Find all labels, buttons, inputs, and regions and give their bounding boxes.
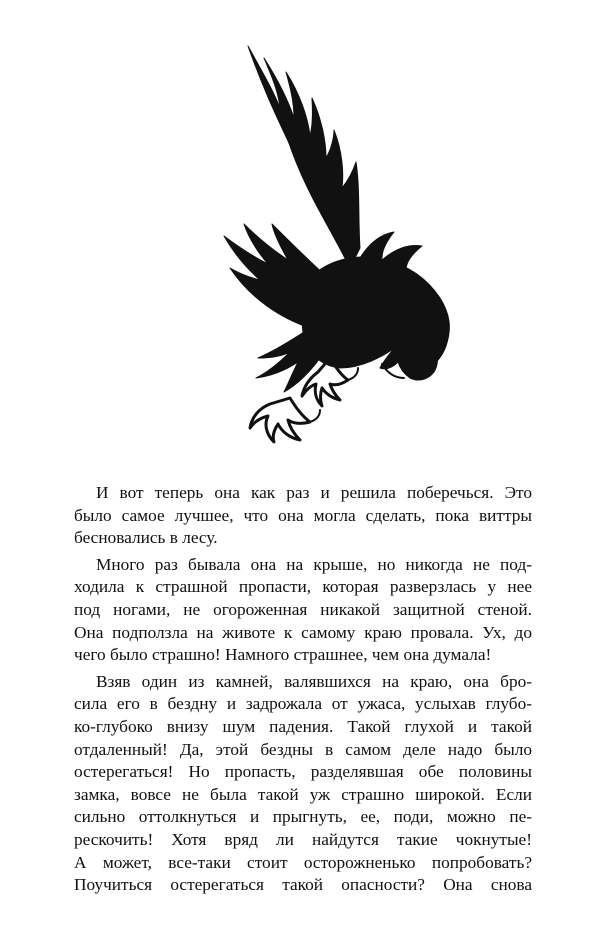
- text-line: Много раз бывала она на крыше, но никогда не под-: [96, 554, 532, 574]
- text-line: под ногами, не огороженная никакой защитной стеной.: [74, 599, 532, 619]
- text-line: И вот теперь она как раз и решила поберечься. Это: [96, 483, 532, 502]
- text-line: было самое лучшее, что она могла сделать, пока виттры: [74, 505, 532, 525]
- eagle-illustration: [160, 28, 460, 448]
- paragraph-1: [74, 482, 532, 550]
- body-text: [74, 482, 532, 901]
- text-line: чего было страшно! Намного страшнее, чем она думала!: [74, 645, 492, 665]
- text-line: Она подползла на животе к самому краю провала. Ух, до: [74, 622, 532, 642]
- text-line: ходила к страшной пропасти, которая разверзлась у нее: [74, 577, 532, 597]
- text-line: остерегаться! Но пропасть, разделявшая обе половины: [74, 762, 532, 782]
- text-line: А может, все-таки стоит осторожненько попробовать?: [74, 852, 532, 872]
- paragraph-3: [74, 671, 532, 897]
- text-line: замка, вовсе не была такой уж страшно широкой. Если: [74, 784, 532, 804]
- text-line: бесновались в лесу.: [74, 528, 218, 548]
- text-line: Поучиться остерегаться такой опасности? Она снова: [74, 875, 532, 895]
- text-line: сила его в бездну и задрожала от ужаса, услыхав глубо-: [74, 694, 532, 714]
- text-line: Взяв один из камней, валявшихся на краю, она бро-: [96, 671, 532, 691]
- paragraph-2: [74, 554, 532, 667]
- text-line: отдаленный! Да, этой бездны в самом деле надо было: [74, 739, 532, 759]
- eagle-lower-talon: [250, 398, 310, 442]
- text-line: сильно оттолкнуться и прыгнуть, ее, поди, можно пе-: [74, 807, 532, 827]
- text-line: рескочить! Хотя вряд ли найдутся такие чокнутые!: [74, 829, 532, 849]
- text-line: ко-глубоко внизу шум падения. Такой глухой и такой: [74, 716, 532, 736]
- eagle-tail: [256, 328, 320, 392]
